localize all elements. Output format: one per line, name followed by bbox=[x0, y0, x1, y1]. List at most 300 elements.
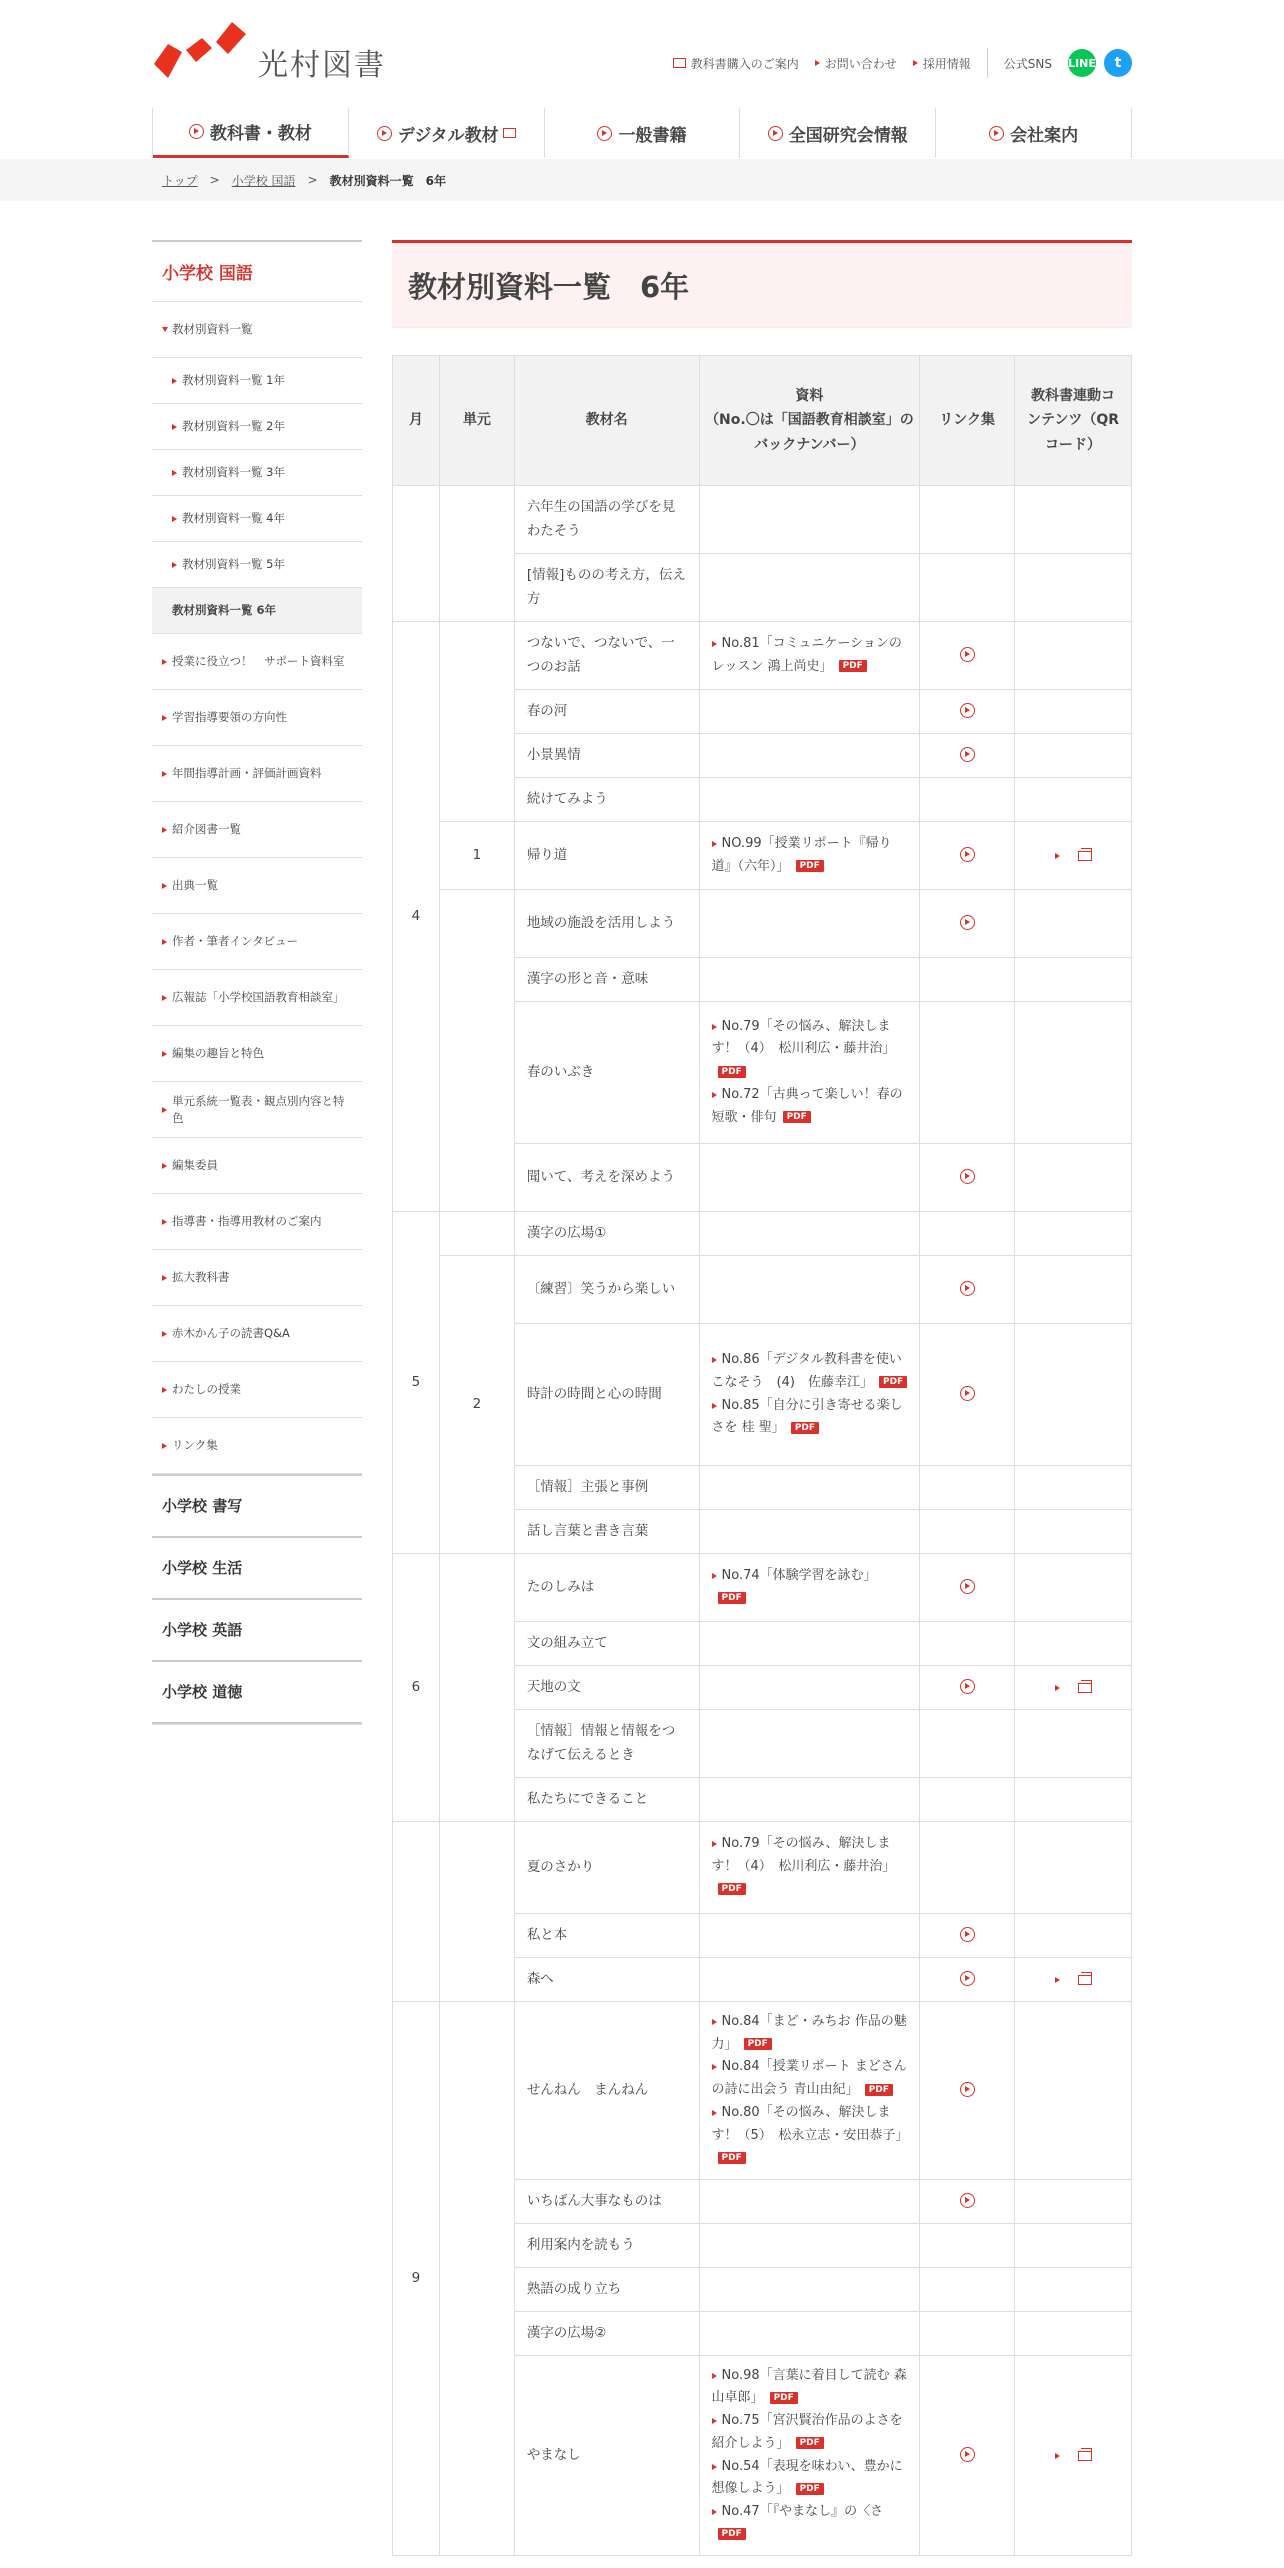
sidebar-sub-grade-4[interactable] bbox=[152, 496, 362, 542]
month-cell bbox=[393, 1822, 440, 2002]
sidebar-item-12[interactable] bbox=[152, 1306, 362, 1362]
link-cell bbox=[920, 778, 1015, 822]
triangle-right-icon bbox=[1055, 2453, 1060, 2459]
material-cell: 利用案内を読もう bbox=[514, 2224, 699, 2268]
material-cell: たのしみは bbox=[514, 1554, 699, 1622]
qr-cell bbox=[1015, 958, 1132, 1002]
source-cell bbox=[699, 2268, 920, 2312]
utility-nav bbox=[657, 48, 1132, 78]
triangle-right-icon bbox=[1055, 1977, 1060, 1983]
source-text: No.85「自分に引き寄せる楽しさを 桂 聖」 bbox=[711, 1397, 903, 1436]
sidebar-title[interactable]: 小学校 国語 bbox=[152, 240, 362, 302]
triangle-right-icon bbox=[172, 516, 177, 522]
sidebar-item-label: 広報誌「小学校国語教育相談室」 bbox=[172, 990, 345, 1005]
sidebar-item-4[interactable] bbox=[152, 858, 362, 914]
qr-cell bbox=[1015, 1710, 1132, 1778]
arrow-icon bbox=[815, 60, 820, 66]
col-link: リンク集 bbox=[920, 356, 1015, 486]
source-text: No.75「宮沢賢治作品のよさを紹介しよう」 bbox=[711, 2413, 903, 2451]
source-text: No.84「授業リポート まどさんの詩に出会う 青山由紀」 bbox=[711, 2059, 907, 2098]
sidebar-item-11[interactable] bbox=[152, 1250, 362, 1306]
sidebar bbox=[152, 240, 362, 1725]
triangle-right-icon bbox=[1055, 1685, 1060, 1691]
sidebar-item-label: わたしの授業 bbox=[172, 1382, 241, 1397]
circle-arrow-icon[interactable] bbox=[960, 915, 975, 930]
circle-arrow-icon[interactable] bbox=[960, 647, 975, 662]
triangle-right-icon bbox=[162, 1107, 167, 1113]
source-cell bbox=[699, 622, 920, 690]
source-text: NO.99「授業リポート『帰り道』（六年）」 bbox=[711, 835, 892, 874]
triangle-right-icon bbox=[712, 641, 717, 647]
link-cell bbox=[920, 1914, 1015, 1958]
source-cell bbox=[699, 958, 920, 1002]
sidebar-sub-grade-6[interactable]: 教材別資料一覧 6年 bbox=[152, 588, 362, 634]
triangle-right-icon bbox=[712, 1024, 717, 1030]
link-cell bbox=[920, 2224, 1015, 2268]
source-cell bbox=[699, 778, 920, 822]
source-cell bbox=[699, 1144, 920, 1212]
source-cell bbox=[699, 2002, 920, 2180]
qr-cell bbox=[1015, 690, 1132, 734]
source-link[interactable] bbox=[712, 1565, 908, 1611]
external-window-icon bbox=[1078, 1683, 1092, 1693]
col-month: 月 bbox=[393, 356, 440, 486]
month-cell bbox=[393, 486, 440, 622]
triangle-right-icon bbox=[712, 1403, 717, 1409]
materials-table bbox=[392, 355, 1132, 2556]
qr-cell bbox=[1015, 1002, 1132, 1144]
sidebar-item-material-list[interactable] bbox=[152, 302, 362, 358]
unit-cell bbox=[439, 1822, 514, 2002]
pdf-icon: PDF bbox=[718, 1592, 746, 1604]
sidebar-section-3[interactable]: 小学校 道徳 bbox=[152, 1660, 362, 1722]
sidebar-item-6[interactable] bbox=[152, 970, 362, 1026]
triangle-right-icon bbox=[712, 2464, 717, 2470]
sidebar-item-13[interactable] bbox=[152, 1362, 362, 1418]
global-nav bbox=[152, 108, 1132, 158]
source-link[interactable] bbox=[712, 2456, 908, 2502]
logo-mark-icon bbox=[152, 22, 248, 82]
sidebar-section-2[interactable]: 小学校 英語 bbox=[152, 1598, 362, 1660]
sidebar-bottom-border bbox=[152, 1722, 362, 1725]
link-cell bbox=[920, 2268, 1015, 2312]
pdf-icon: PDF bbox=[718, 2152, 746, 2164]
qr-cell bbox=[1015, 1914, 1132, 1958]
sidebar-item-label: 出典一覧 bbox=[172, 878, 218, 893]
twitter-icon[interactable]: t bbox=[1104, 49, 1132, 77]
link-cell bbox=[920, 690, 1015, 734]
table-row bbox=[393, 2002, 1132, 2180]
pdf-icon: PDF bbox=[879, 1376, 907, 1388]
sidebar-section-0[interactable]: 小学校 書写 bbox=[152, 1474, 362, 1536]
table-row bbox=[393, 486, 1132, 554]
sidebar-item-10[interactable] bbox=[152, 1194, 362, 1250]
material-cell: いちばん大事なものは bbox=[514, 2180, 699, 2224]
source-link[interactable] bbox=[712, 2410, 908, 2456]
qr-content-link[interactable] bbox=[1055, 1975, 1092, 1985]
source-text: No.86「デジタル教科書を使いこなそう (4) 佐藤幸江」 bbox=[711, 1352, 902, 1390]
external-window-icon bbox=[1078, 2451, 1092, 2461]
source-link[interactable] bbox=[712, 1395, 908, 1441]
material-cell: 漢字の広場① bbox=[514, 1212, 699, 1256]
table-row bbox=[393, 1554, 1132, 1622]
sidebar-section-1[interactable]: 小学校 生活 bbox=[152, 1536, 362, 1598]
breadcrumb-japanese[interactable]: 小学校 国語 bbox=[231, 173, 296, 188]
sidebar-item-label: 指導書・指導用教材のご案内 bbox=[172, 1214, 322, 1229]
source-link[interactable] bbox=[712, 2365, 908, 2411]
book-icon bbox=[673, 58, 686, 68]
unit-cell bbox=[439, 486, 514, 622]
circle-arrow-icon[interactable] bbox=[960, 747, 975, 762]
material-cell: 文の組み立て bbox=[514, 1622, 699, 1666]
source-cell bbox=[699, 690, 920, 734]
source-cell bbox=[699, 890, 920, 958]
link-cell bbox=[920, 1666, 1015, 1710]
line-icon[interactable]: LINE bbox=[1068, 49, 1096, 77]
material-cell: 地域の施設を活用しよう bbox=[514, 890, 699, 958]
source-cell bbox=[699, 1256, 920, 1324]
qr-cell bbox=[1015, 1510, 1132, 1554]
link-cell bbox=[920, 1002, 1015, 1144]
sidebar-item-8[interactable] bbox=[152, 1082, 362, 1138]
material-cell: 六年生の国語の学びを見わたそう bbox=[514, 486, 699, 554]
material-cell: 夏のさかり bbox=[514, 1822, 699, 1914]
source-link[interactable] bbox=[712, 1349, 908, 1395]
qr-cell bbox=[1015, 2356, 1132, 2556]
source-cell bbox=[699, 1778, 920, 1822]
pdf-icon: PDF bbox=[839, 660, 867, 672]
material-cell: やまなし bbox=[514, 2356, 699, 2556]
material-cell: 帰り道 bbox=[514, 822, 699, 890]
table-row bbox=[393, 622, 1132, 690]
link-cell bbox=[920, 1144, 1015, 1212]
triangle-right-icon bbox=[712, 2064, 717, 2070]
circle-arrow-icon[interactable] bbox=[960, 2082, 975, 2097]
sidebar-item-0[interactable] bbox=[152, 634, 362, 690]
triangle-down-icon bbox=[162, 327, 168, 332]
source-cell bbox=[699, 1324, 920, 1466]
circle-arrow-icon bbox=[189, 124, 204, 139]
source-cell bbox=[699, 2180, 920, 2224]
link-cell bbox=[920, 1554, 1015, 1622]
unit-cell bbox=[439, 1554, 514, 1822]
circle-arrow-icon[interactable] bbox=[960, 1927, 975, 1942]
source-link[interactable] bbox=[712, 1016, 908, 1084]
qr-cell bbox=[1015, 1324, 1132, 1466]
link-cell bbox=[920, 2002, 1015, 2180]
material-cell: 小景異情 bbox=[514, 734, 699, 778]
source-text: No.47「『やまなし』の〈さ bbox=[721, 2504, 884, 2519]
link-cell bbox=[920, 1466, 1015, 1510]
link-cell bbox=[920, 734, 1015, 778]
source-cell bbox=[699, 554, 920, 622]
triangle-right-icon bbox=[162, 771, 167, 777]
sidebar-item-label: 教材別資料一覧 4年 bbox=[182, 511, 285, 526]
material-cell: 春の河 bbox=[514, 690, 699, 734]
source-cell bbox=[699, 822, 920, 890]
sidebar-sub-grade-1[interactable] bbox=[152, 358, 362, 404]
source-link[interactable] bbox=[712, 2011, 908, 2057]
triangle-right-icon bbox=[1055, 853, 1060, 859]
triangle-right-icon bbox=[162, 995, 167, 1001]
source-link[interactable] bbox=[712, 2056, 908, 2102]
link-cell bbox=[920, 622, 1015, 690]
source-cell bbox=[699, 734, 920, 778]
triangle-right-icon bbox=[712, 2110, 717, 2116]
divider bbox=[987, 48, 988, 78]
sidebar-sub-grade-3[interactable] bbox=[152, 450, 362, 496]
triangle-right-icon bbox=[172, 470, 177, 476]
circle-arrow-icon[interactable] bbox=[960, 703, 975, 718]
breadcrumb-top[interactable]: トップ bbox=[162, 173, 198, 188]
qr-cell bbox=[1015, 1778, 1132, 1822]
source-link[interactable] bbox=[712, 2501, 908, 2547]
material-cell: [情報]ものの考え方，伝え方 bbox=[514, 554, 699, 622]
link-cell bbox=[920, 1324, 1015, 1466]
sidebar-sub-grade-2[interactable] bbox=[152, 404, 362, 450]
source-text: No.79「その悩み、解決します！（4） 松川利広・藤井治」 bbox=[711, 1018, 896, 1057]
pdf-icon: PDF bbox=[718, 1066, 746, 1078]
sidebar-item-label: 紹介図書一覧 bbox=[172, 822, 241, 837]
link-cell bbox=[920, 1622, 1015, 1666]
qr-cell bbox=[1015, 1212, 1132, 1256]
sidebar-item-2[interactable] bbox=[152, 746, 362, 802]
material-cell: 話し言葉と書き言葉 bbox=[514, 1510, 699, 1554]
triangle-right-icon bbox=[712, 2019, 717, 2025]
triangle-right-icon bbox=[712, 1092, 717, 1098]
source-link[interactable] bbox=[712, 633, 908, 679]
triangle-right-icon bbox=[712, 841, 717, 847]
col-unit: 単元 bbox=[439, 356, 514, 486]
sidebar-item-3[interactable] bbox=[152, 802, 362, 858]
material-cell: 森へ bbox=[514, 1958, 699, 2002]
circle-arrow-icon[interactable] bbox=[960, 1679, 975, 1694]
triangle-right-icon bbox=[162, 1331, 167, 1337]
link-cell bbox=[920, 1958, 1015, 2002]
circle-arrow-icon[interactable] bbox=[960, 2447, 975, 2462]
col-material: 教材名 bbox=[514, 356, 699, 486]
source-cell bbox=[699, 1554, 920, 1622]
source-cell bbox=[699, 2224, 920, 2268]
qr-cell bbox=[1015, 486, 1132, 554]
triangle-right-icon bbox=[162, 659, 167, 665]
link-cell bbox=[920, 1778, 1015, 1822]
sidebar-sub-grade-5[interactable] bbox=[152, 542, 362, 588]
arrow-icon bbox=[913, 60, 918, 66]
triangle-right-icon bbox=[162, 883, 167, 889]
qr-cell bbox=[1015, 1554, 1132, 1622]
qr-cell bbox=[1015, 1256, 1132, 1324]
util-recruit-link[interactable]: 採用情報 bbox=[913, 55, 971, 72]
triangle-right-icon bbox=[162, 1443, 167, 1449]
link-cell bbox=[920, 958, 1015, 1002]
sidebar-item-7[interactable] bbox=[152, 1026, 362, 1082]
pdf-icon: PDF bbox=[718, 1883, 746, 1895]
source-cell bbox=[699, 1710, 920, 1778]
sidebar-item-label: 赤木かん子の読書Q&A bbox=[172, 1326, 290, 1341]
source-cell bbox=[699, 1466, 920, 1510]
pdf-icon: PDF bbox=[796, 2483, 824, 2495]
material-cell: 熟語の成り立ち bbox=[514, 2268, 699, 2312]
material-cell: ［情報］主張と事例 bbox=[514, 1466, 699, 1510]
material-cell: せんねん まんねん bbox=[514, 2002, 699, 2180]
circle-arrow-icon[interactable] bbox=[960, 1971, 975, 1986]
triangle-right-icon bbox=[162, 1163, 167, 1169]
qr-cell bbox=[1015, 1822, 1132, 1914]
triangle-right-icon bbox=[712, 1841, 717, 1847]
qr-cell bbox=[1015, 2002, 1132, 2180]
qr-content-link[interactable] bbox=[1055, 2451, 1092, 2461]
sidebar-item-label: 教材別資料一覧 1年 bbox=[182, 373, 285, 388]
triangle-right-icon bbox=[172, 424, 177, 430]
util-contact-link[interactable]: お問い合わせ bbox=[815, 55, 897, 72]
material-cell: 私と本 bbox=[514, 1914, 699, 1958]
breadcrumb: トップ > 小学校 国語 > 教材別資料一覧 6年 bbox=[0, 159, 1284, 201]
triangle-right-icon bbox=[712, 2509, 717, 2515]
link-cell bbox=[920, 1822, 1015, 1914]
logo[interactable] bbox=[152, 20, 386, 84]
circle-arrow-icon[interactable] bbox=[960, 847, 975, 862]
main-content bbox=[392, 240, 1132, 2540]
pdf-icon: PDF bbox=[744, 2038, 772, 2050]
sidebar-item-label: 教材別資料一覧 5年 bbox=[182, 557, 285, 572]
gnav-research[interactable]: 全国研究会情報 bbox=[740, 108, 936, 158]
source-cell bbox=[699, 1212, 920, 1256]
sidebar-item-5[interactable] bbox=[152, 914, 362, 970]
source-cell bbox=[699, 1002, 920, 1144]
sidebar-item-label: 教材別資料一覧 2年 bbox=[182, 419, 285, 434]
sns-label: 公式SNS bbox=[1003, 56, 1052, 71]
qr-cell bbox=[1015, 2180, 1132, 2224]
qr-cell bbox=[1015, 2312, 1132, 2356]
table-row bbox=[393, 822, 1132, 890]
triangle-right-icon bbox=[162, 1051, 167, 1057]
material-cell: 漢字の形と音・意味 bbox=[514, 958, 699, 1002]
table-row bbox=[393, 1256, 1132, 1324]
table-row bbox=[393, 1822, 1132, 1914]
sidebar-item-label: 学習指導要領の方向性 bbox=[172, 710, 287, 725]
sidebar-item-14[interactable] bbox=[152, 1418, 362, 1474]
pdf-icon: PDF bbox=[796, 2437, 824, 2449]
unit-cell bbox=[439, 1212, 514, 1256]
month-cell: 5 bbox=[393, 1212, 440, 1554]
external-window-icon bbox=[1078, 1975, 1092, 1985]
sidebar-item-label: 作者・筆者インタビュー bbox=[172, 934, 299, 949]
source-cell bbox=[699, 2356, 920, 2556]
link-cell bbox=[920, 1256, 1015, 1324]
pdf-icon: PDF bbox=[796, 860, 824, 872]
material-cell: 天地の文 bbox=[514, 1666, 699, 1710]
link-cell bbox=[920, 1510, 1015, 1554]
sidebar-item-label: 編集委員 bbox=[172, 1158, 218, 1173]
source-text: No.54「表現を味わい、豊かに想像しよう」 bbox=[711, 2458, 903, 2497]
sidebar-item-1[interactable] bbox=[152, 690, 362, 746]
gnav-digital[interactable]: デジタル教材 bbox=[349, 108, 545, 158]
triangle-right-icon bbox=[172, 378, 177, 384]
util-purchase-link[interactable]: 教科書購入のご案内 bbox=[673, 55, 799, 72]
sidebar-item-label: 教材別資料一覧 bbox=[172, 322, 253, 337]
table-row bbox=[393, 890, 1132, 958]
source-text: No.81「コミュニケーションのレッスン 鴻上尚史」 bbox=[711, 635, 902, 674]
link-cell bbox=[920, 822, 1015, 890]
circle-arrow-icon[interactable] bbox=[960, 2193, 975, 2208]
pdf-icon: PDF bbox=[718, 2528, 746, 2540]
month-cell: 9 bbox=[393, 2002, 440, 2556]
circle-arrow-icon[interactable] bbox=[960, 1281, 975, 1296]
qr-cell bbox=[1015, 622, 1132, 690]
source-cell bbox=[699, 1666, 920, 1710]
unit-cell bbox=[439, 890, 514, 1212]
pdf-icon: PDF bbox=[770, 2392, 798, 2404]
source-link[interactable] bbox=[712, 1084, 908, 1130]
material-cell: 私たちにできること bbox=[514, 1778, 699, 1822]
unit-cell: 2 bbox=[439, 1256, 514, 1554]
triangle-right-icon bbox=[162, 1387, 167, 1393]
circle-arrow-icon bbox=[989, 126, 1004, 141]
source-link[interactable] bbox=[712, 1833, 908, 1901]
circle-arrow-icon bbox=[597, 126, 612, 141]
triangle-right-icon bbox=[712, 1573, 717, 1579]
circle-arrow-icon[interactable] bbox=[960, 1386, 975, 1401]
source-text: No.98「言葉に着目して読む 森山卓郎」 bbox=[711, 2367, 907, 2406]
link-cell bbox=[920, 2180, 1015, 2224]
sidebar-item-9[interactable] bbox=[152, 1138, 362, 1194]
source-link[interactable] bbox=[712, 833, 908, 879]
link-cell bbox=[920, 554, 1015, 622]
source-text: No.84「まど・みちお 作品の魅力」 bbox=[711, 2013, 907, 2052]
pdf-icon: PDF bbox=[865, 2084, 893, 2096]
gnav-textbook[interactable]: 教科書・教材 bbox=[153, 108, 349, 158]
site-header bbox=[0, 0, 1284, 108]
col-qr: 教科書連動コンテンツ（QRコード） bbox=[1015, 356, 1132, 486]
source-link[interactable] bbox=[712, 2102, 908, 2170]
qr-cell bbox=[1015, 2224, 1132, 2268]
qr-content-link[interactable] bbox=[1055, 851, 1092, 861]
pdf-icon: PDF bbox=[791, 1422, 819, 1434]
triangle-right-icon bbox=[162, 1219, 167, 1225]
triangle-right-icon bbox=[162, 939, 167, 945]
circle-arrow-icon[interactable] bbox=[960, 1169, 975, 1184]
triangle-right-icon bbox=[162, 827, 167, 833]
triangle-right-icon bbox=[712, 1357, 717, 1363]
month-cell: 6 bbox=[393, 1554, 440, 1822]
material-cell: 聞いて、考えを深めよう bbox=[514, 1144, 699, 1212]
gnav-company[interactable]: 会社案内 bbox=[936, 108, 1132, 158]
external-window-icon bbox=[503, 128, 516, 138]
material-cell: 時計の時間と心の時間 bbox=[514, 1324, 699, 1466]
source-text: No.72「古典って楽しい！春の短歌・俳句 bbox=[711, 1086, 903, 1125]
source-text: No.80「その悩み、解決します！（5） 松永立志・安田恭子」 bbox=[711, 2104, 909, 2143]
unit-cell: 1 bbox=[439, 822, 514, 890]
sidebar-item-label: 授業に役立つ！ サポート資料室 bbox=[172, 654, 345, 669]
link-cell bbox=[920, 2356, 1015, 2556]
source-cell bbox=[699, 1622, 920, 1666]
sidebar-item-label: 拡大教科書 bbox=[172, 1270, 230, 1285]
qr-cell bbox=[1015, 822, 1132, 890]
col-source-text: 資料 （No.〇は「国語教育相談室」のバックナンバー） bbox=[705, 387, 914, 453]
triangle-right-icon bbox=[172, 562, 177, 568]
table-row bbox=[393, 1212, 1132, 1256]
circle-arrow-icon[interactable] bbox=[960, 1579, 975, 1594]
sidebar-item-label: 単元系統一覧表・観点別内容と特色 bbox=[172, 1094, 345, 1125]
material-cell: 漢字の広場② bbox=[514, 2312, 699, 2356]
qr-content-link[interactable] bbox=[1055, 1683, 1092, 1693]
link-cell bbox=[920, 486, 1015, 554]
gnav-general-books[interactable]: 一般書籍 bbox=[545, 108, 741, 158]
breadcrumb-current: 教材別資料一覧 6年 bbox=[329, 173, 446, 188]
triangle-right-icon bbox=[162, 715, 167, 721]
link-cell bbox=[920, 1710, 1015, 1778]
